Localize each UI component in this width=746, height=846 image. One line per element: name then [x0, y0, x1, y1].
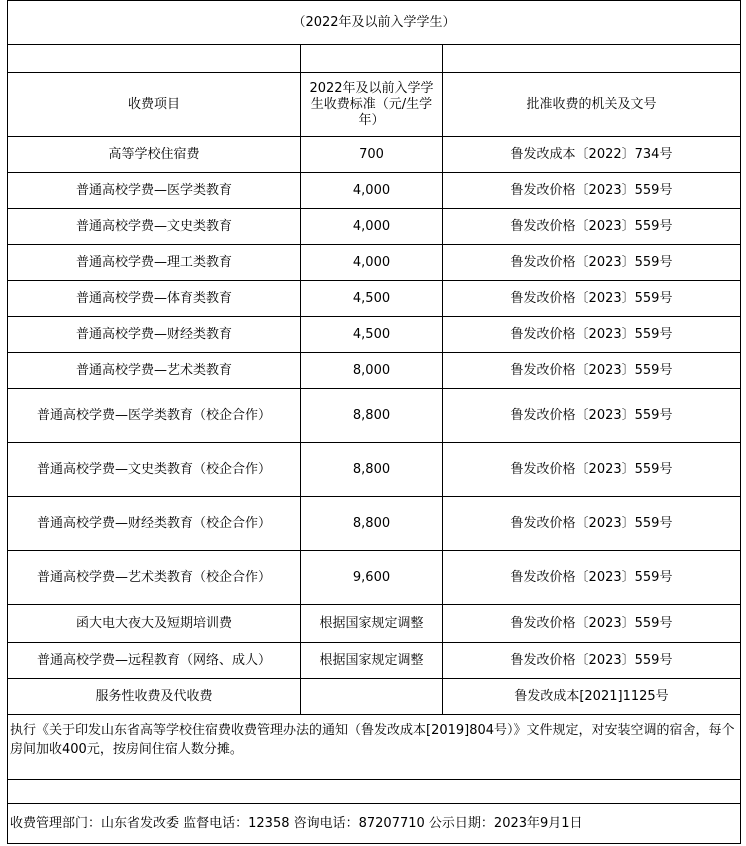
fee-standard: 根据国家规定调整 [301, 605, 443, 643]
table-row [8, 353, 741, 389]
fee-table [7, 0, 741, 844]
fee-item: 函大电大夜大及短期培训费 [8, 605, 301, 643]
fee-item: 普通高校学费—理工类教育 [8, 245, 301, 281]
fee-authority: 鲁发改成本〔2022〕734号 [443, 137, 741, 173]
table-title: （2022年及以前入学学生） [8, 1, 741, 45]
fee-authority: 鲁发改价格〔2023〕559号 [443, 497, 741, 551]
header-standard: 2022年及以前入学学生收费标准（元/生学年） [301, 73, 443, 137]
blank-row [8, 780, 741, 804]
header-authority: 批准收费的机关及文号 [443, 73, 741, 137]
table-row [8, 317, 741, 353]
fee-item: 普通高校学费—体育类教育 [8, 281, 301, 317]
fee-item: 普通高校学费—文史类教育（校企合作） [8, 443, 301, 497]
fee-standard: 9,600 [301, 551, 443, 605]
fee-authority: 鲁发改价格〔2023〕559号 [443, 643, 741, 679]
table-row [8, 137, 741, 173]
fee-item: 高等学校住宿费 [8, 137, 301, 173]
fee-table-sheet [7, 0, 740, 844]
fee-standard: 8,000 [301, 353, 443, 389]
fee-standard: 4,500 [301, 317, 443, 353]
fee-authority: 鲁发改价格〔2023〕559号 [443, 245, 741, 281]
blank-row [8, 45, 741, 73]
fee-item: 普通高校学费—财经类教育 [8, 317, 301, 353]
fee-authority: 鲁发改价格〔2023〕559号 [443, 353, 741, 389]
table-title-row [8, 1, 741, 45]
fee-standard: 8,800 [301, 389, 443, 443]
fee-item: 普通高校学费—财经类教育（校企合作） [8, 497, 301, 551]
fee-item: 普通高校学费—远程教育（网络、成人） [8, 643, 301, 679]
fee-authority: 鲁发改成本[2021]1125号 [443, 679, 741, 715]
fee-item: 普通高校学费—艺术类教育 [8, 353, 301, 389]
fee-standard [301, 679, 443, 715]
table-row [8, 443, 741, 497]
fee-standard: 4,000 [301, 173, 443, 209]
header-row [8, 73, 741, 137]
fee-standard: 4,500 [301, 281, 443, 317]
footer-row [8, 804, 741, 844]
table-row [8, 209, 741, 245]
fee-authority: 鲁发改价格〔2023〕559号 [443, 173, 741, 209]
footer-text: 收费管理部门：山东省发改委 监督电话：12358 咨询电话：87207710 公示日期：2023年9月1日 [8, 804, 741, 844]
fee-authority: 鲁发改价格〔2023〕559号 [443, 281, 741, 317]
table-row [8, 551, 741, 605]
fee-authority: 鲁发改价格〔2023〕559号 [443, 605, 741, 643]
note-text: 执行《关于印发山东省高等学校住宿费收费管理办法的通知（鲁发改成本[2019]804号）》文件规定，对安装空调的宿舍，每个房间加收400元，按房间住宿人数分摊。 [8, 715, 741, 780]
fee-authority: 鲁发改价格〔2023〕559号 [443, 551, 741, 605]
fee-item: 普通高校学费—医学类教育 [8, 173, 301, 209]
fee-authority: 鲁发改价格〔2023〕559号 [443, 209, 741, 245]
table-row [8, 643, 741, 679]
fee-standard: 4,000 [301, 245, 443, 281]
table-row [8, 245, 741, 281]
fee-item: 服务性收费及代收费 [8, 679, 301, 715]
fee-item: 普通高校学费—医学类教育（校企合作） [8, 389, 301, 443]
fee-standard: 4,000 [301, 209, 443, 245]
fee-standard: 8,800 [301, 443, 443, 497]
fee-standard: 700 [301, 137, 443, 173]
fee-standard: 8,800 [301, 497, 443, 551]
fee-authority: 鲁发改价格〔2023〕559号 [443, 443, 741, 497]
fee-authority: 鲁发改价格〔2023〕559号 [443, 389, 741, 443]
table-row [8, 281, 741, 317]
table-row [8, 679, 741, 715]
table-row [8, 173, 741, 209]
fee-item: 普通高校学费—艺术类教育（校企合作） [8, 551, 301, 605]
header-item: 收费项目 [8, 73, 301, 137]
table-row [8, 389, 741, 443]
fee-authority: 鲁发改价格〔2023〕559号 [443, 317, 741, 353]
table-row [8, 605, 741, 643]
fee-standard: 根据国家规定调整 [301, 643, 443, 679]
fee-item: 普通高校学费—文史类教育 [8, 209, 301, 245]
note-row [8, 715, 741, 780]
table-row [8, 497, 741, 551]
